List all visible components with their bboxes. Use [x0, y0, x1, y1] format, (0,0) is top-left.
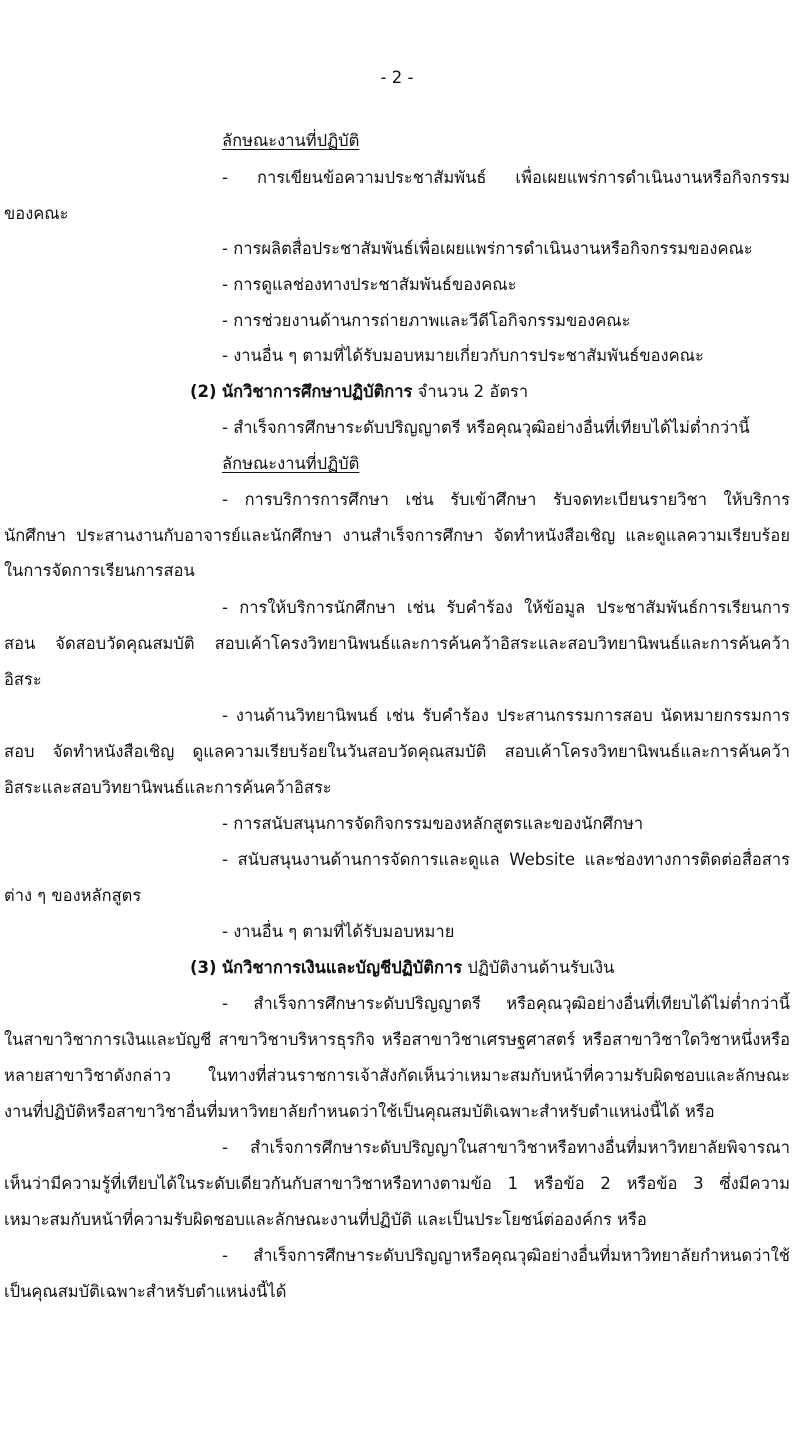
duty-line: - การช่วยงานด้านการถ่ายภาพและวีดีโอกิจกรรมของคณะ [222, 311, 631, 330]
qualification-line: - สำเร็จการศึกษาระดับปริญญาตรี หรือคุณวุฒิอย่างอื่นที่เทียบได้ไม่ต่ำกว่านี้ [222, 418, 750, 437]
duty-line: ของคณะ [4, 204, 69, 223]
position-heading [190, 380, 790, 404]
position-number: (2) [190, 382, 217, 401]
duties-heading: ลักษณะงานที่ปฏิบัติ [222, 454, 360, 473]
position-subtitle: ปฏิบัติงานด้านรับเงิน [467, 958, 615, 977]
page-number: - 2 - [380, 68, 414, 87]
duty-line: - งานอื่น ๆ ตามที่ได้รับมอบหมายเกี่ยวกับการประชาสัมพันธ์ของคณะ [222, 346, 704, 365]
duty-line: - การให้บริการนักศึกษา เช่น รับคำร้อง ให้ข้อมูล ประชาสัมพันธ์การเรียนการ [222, 598, 790, 617]
duty-line: - การบริการการศึกษา เช่น รับเข้าศึกษา รับจดทะเบียนรายวิชา ให้บริการ [222, 490, 790, 509]
qualification-line: - สำเร็จการศึกษาระดับปริญญาหรือคุณวุฒิอย่างอื่นที่มหาวิทยาลัยกำหนดว่าใช้ [222, 1246, 790, 1265]
qualification-line: เหมาะสมกับหน้าที่ความรับผิดชอบและลักษณะงานที่ปฏิบัติ และเป็นประโยชน์ต่อองค์กร หรือ [4, 1210, 647, 1229]
duty-line: - การดูแลช่องทางประชาสัมพันธ์ของคณะ [222, 275, 517, 294]
duty-line: นักศึกษา ประสานงานกับอาจารย์และนักศึกษา งานสำเร็จการศึกษา จัดทำหนังสือเชิญ และดูแลความเรียบร้อย [4, 526, 790, 545]
duty-line: - งานอื่น ๆ ตามที่ได้รับมอบหมาย [222, 922, 455, 941]
duty-line: - สนับสนุนงานด้านการจัดการและดูแล Website และช่องทางการติดต่อสื่อสาร [222, 850, 790, 869]
qualification-line: เป็นคุณสมบัติเฉพาะสำหรับตำแหน่งนี้ได้ [4, 1282, 287, 1301]
position-title: นักวิชาการเงินและบัญชีปฏิบัติการ [221, 958, 463, 977]
duty-line: อิสระและสอบวิทยานิพนธ์และการค้นคว้าอิสระ [4, 778, 332, 797]
position-number: (3) [190, 958, 217, 977]
qualification-line: งานที่ปฏิบัติหรือสาขาวิชาอื่นที่มหาวิทยาลัยกำหนดว่าใช้เป็นคุณสมบัติเฉพาะสำหรับตำแหน่งนี้ได้ หรือ [4, 1102, 715, 1121]
duty-line: - การสนับสนุนการจัดกิจกรรมของหลักสูตรและของนักศึกษา [222, 814, 644, 833]
position-count: จำนวน 2 อัตรา [417, 382, 529, 401]
position-title: นักวิชาการศึกษาปฏิบัติการ [221, 382, 413, 401]
qualification-line: ในสาขาวิชาการเงินและบัญชี สาขาวิชาบริหารธุรกิจ หรือสาขาวิชาเศรษฐศาสตร์ หรือสาขาวิชาใดวิชาหนึ่งหรือ [4, 1030, 790, 1049]
duty-line: สอน จัดสอบวัดคุณสมบัติ สอบเค้าโครงวิทยานิพนธ์และการค้นคว้าอิสระและสอบวิทยานิพนธ์และการค้นคว้า [4, 634, 790, 653]
qualification-line: - สำเร็จการศึกษาระดับปริญญาตรี หรือคุณวุฒิอย่างอื่นที่เทียบได้ไม่ต่ำกว่านี้ [222, 994, 790, 1013]
position-heading [190, 956, 790, 980]
duty-line: อิสระ [4, 670, 42, 689]
duty-line: ต่าง ๆ ของหลักสูตร [4, 886, 142, 905]
duty-line: - การเขียนข้อความประชาสัมพันธ์ เพื่อเผยแพร่การดำเนินงานหรือกิจกรรม [222, 168, 790, 187]
qualification-line: หลายสาขาวิชาดังกล่าว ในทางที่ส่วนราชการเจ้าสังกัดเห็นว่าเหมาะสมกับหน้าที่ความรับผิดชอบและลักษณะ [4, 1066, 790, 1085]
duty-line: - การผลิตสื่อประชาสัมพันธ์เพื่อเผยแพร่การดำเนินงานหรือกิจกรรมของคณะ [222, 239, 753, 258]
duty-line: สอบ จัดทำหนังสือเชิญ ดูแลความเรียบร้อยในวันสอบวัดคุณสมบัติ สอบเค้าโครงวิทยานิพนธ์และการค้นคว้า [4, 742, 790, 761]
qualification-line: - สำเร็จการศึกษาระดับปริญญาในสาขาวิชาหรือทางอื่นที่มหาวิทยาลัยพิจารณา [222, 1138, 790, 1157]
qualification-line: เห็นว่ามีความรู้ที่เทียบได้ในระดับเดียวกันกับสาขาวิชาหรือทางตามข้อ 1 หรือข้อ 2 หรือข้อ 3 ซึ่งมีความ [4, 1174, 790, 1193]
duty-line: ในการจัดการเรียนการสอน [4, 561, 195, 580]
duty-line: - งานด้านวิทยานิพนธ์ เช่น รับคำร้อง ประสานกรรมการสอบ นัดหมายกรรมการ [222, 706, 790, 725]
duties-heading: ลักษณะงานที่ปฏิบัติ [222, 131, 360, 150]
